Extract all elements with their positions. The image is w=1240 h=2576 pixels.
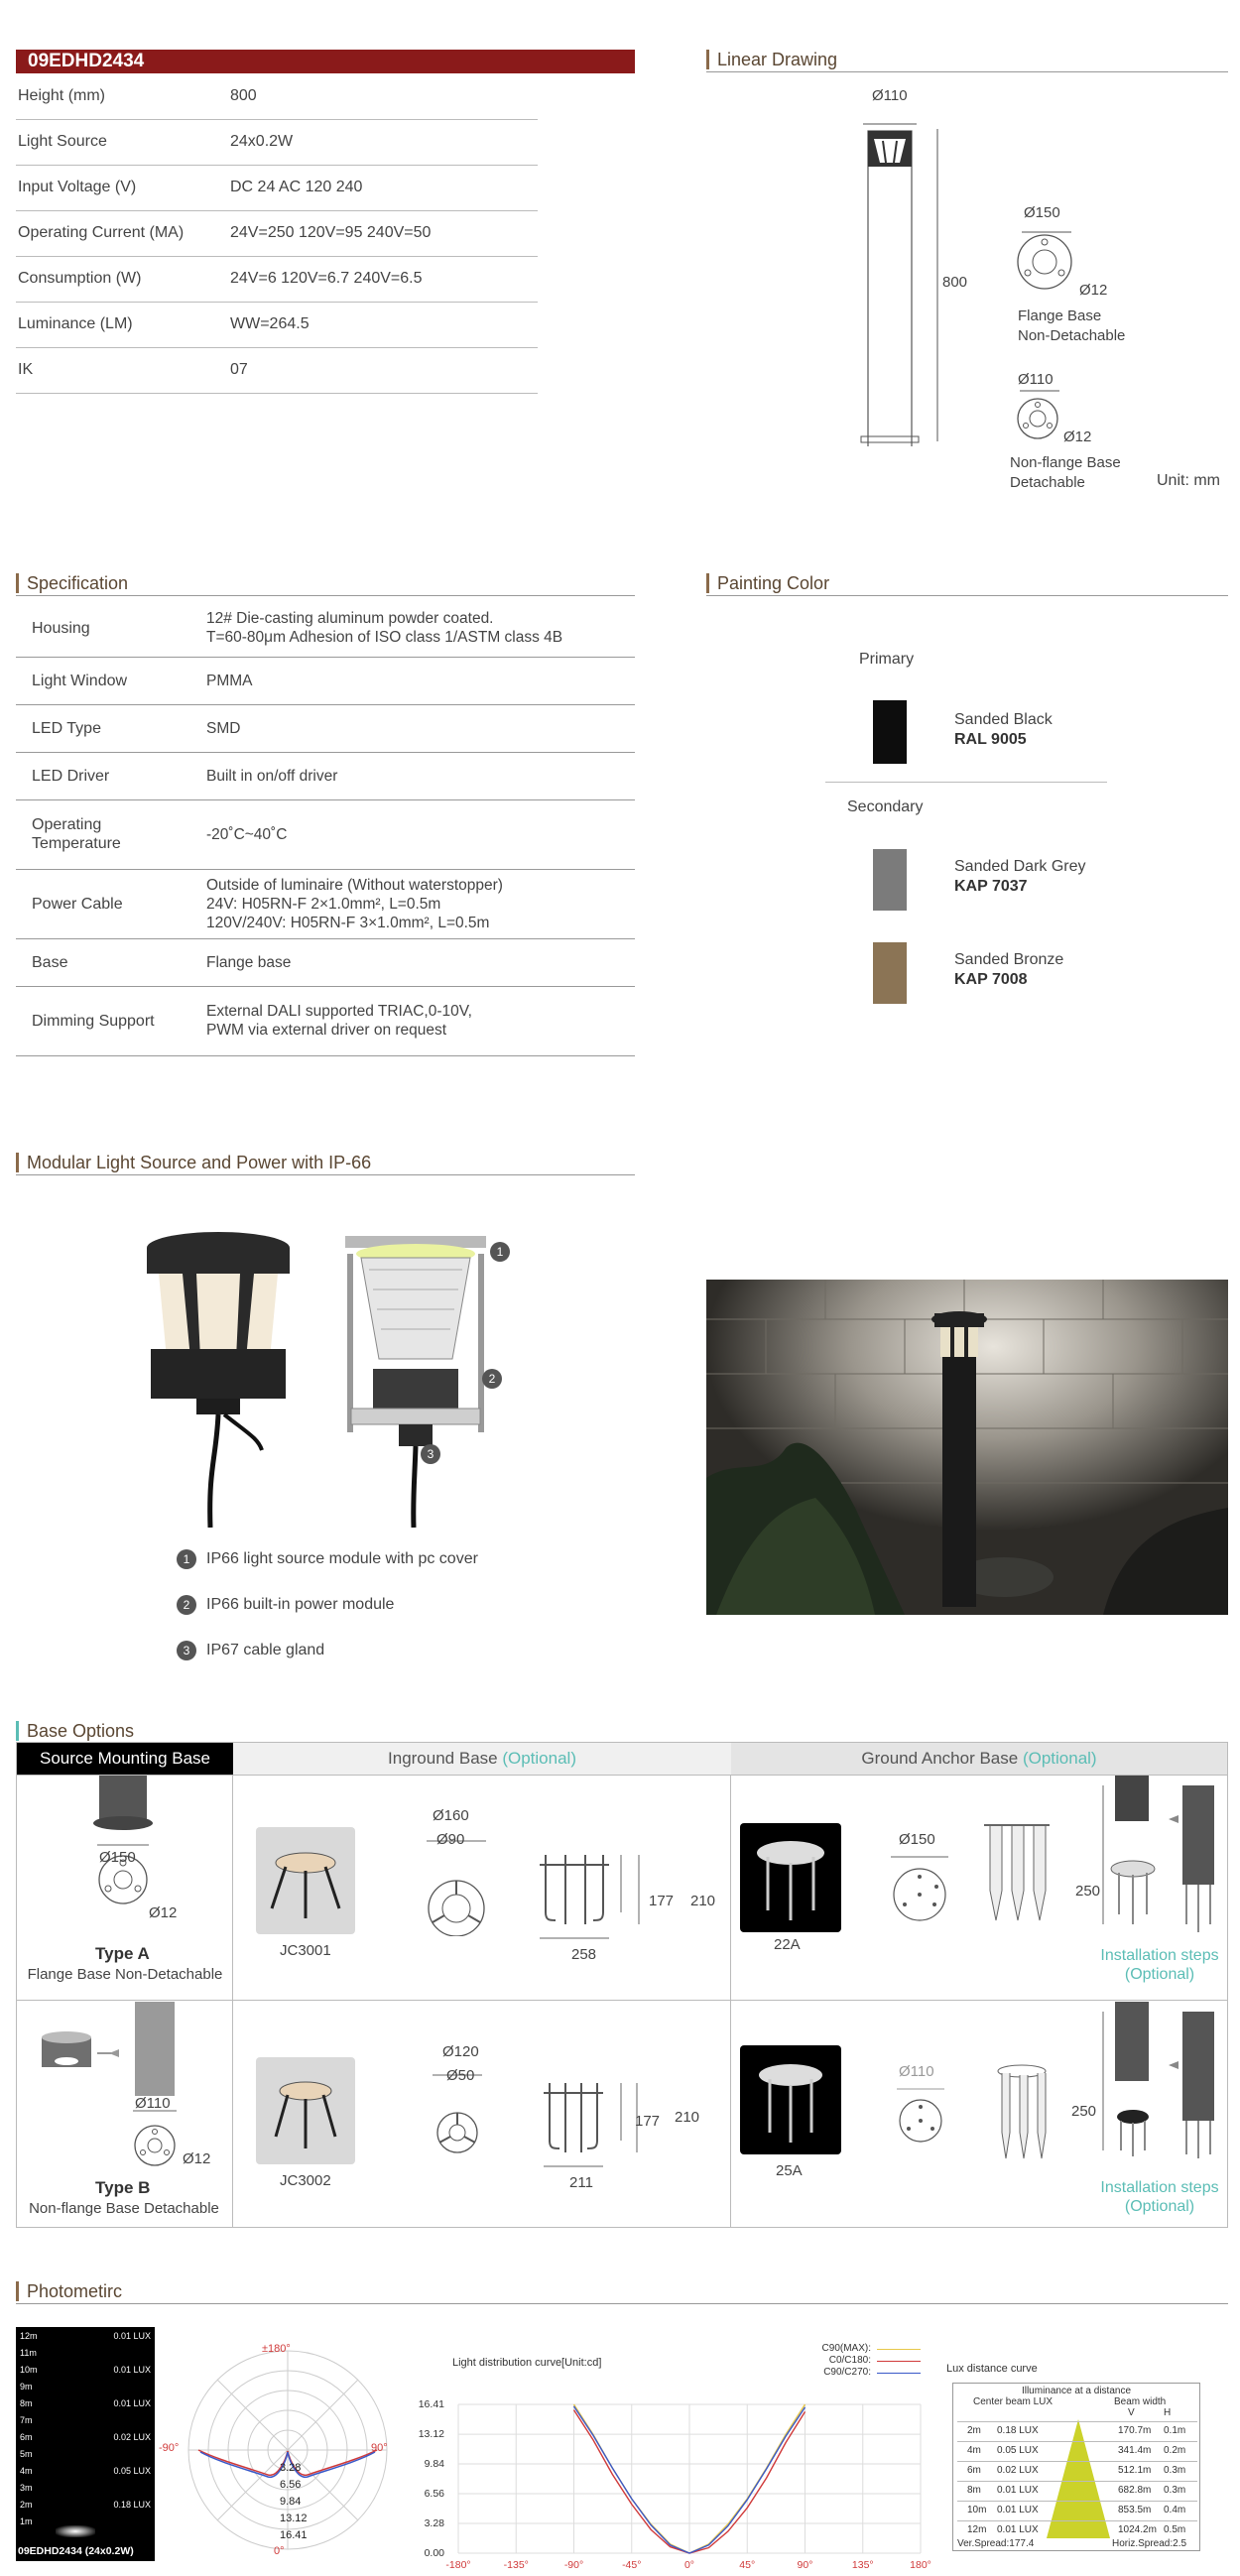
typeB-desc: Non-flange Base Detachable (29, 2200, 219, 2217)
jc3002-top-drawing (423, 2073, 492, 2162)
color-name-bronze: Sanded Bronze KAP 7008 (954, 951, 1064, 988)
nonflange-diameter: Ø110 (1018, 371, 1054, 388)
row-divider (16, 393, 538, 394)
y-tick-label: 6.56 (424, 2488, 444, 2501)
anchor-25a-side (992, 2063, 1052, 2162)
section-title-painting-color: Painting Color (706, 573, 829, 593)
product-row-label: Height (mm) (18, 87, 106, 104)
product-row-label: Light Source (18, 133, 107, 150)
row-divider (16, 210, 538, 211)
lux-table-header: Illuminance at a distance (1021, 2386, 1132, 2396)
spec-row-value: Built in on/off driver (206, 767, 338, 785)
col-head-inground: Inground Base (Optional) (233, 1743, 731, 1775)
row-divider (16, 704, 635, 705)
jc3002-width: 211 (569, 2174, 593, 2191)
lux-distance: 3m (20, 2483, 33, 2493)
section-title-linear-drawing: Linear Drawing (706, 50, 837, 69)
jc3002-d2: Ø50 (446, 2067, 475, 2084)
jc3001-d2: Ø90 (436, 1831, 465, 1848)
anchor-25a-install (1101, 2002, 1226, 2160)
anchor-25a-top (891, 2087, 950, 2147)
typeA-hole: Ø12 (149, 1904, 178, 1921)
legend-text-1: IP66 light source module with pc cover (206, 1550, 478, 1567)
product-row-label: Operating Current (MA) (18, 224, 185, 241)
install-steps-1: Installation steps (Optional) (1100, 1947, 1219, 1983)
spec-row-value: Outside of luminaire (Without waterstopper) 24V: H05RN-F 2×1.0mm², L=0.5m 120V/240V: H05RN-F 3×1.0mm², L=0.5m (206, 876, 503, 931)
lux-table-row: 6m 0.02 LUX 512.1m 0.3m (957, 2461, 1197, 2480)
legend-swatch (877, 2349, 921, 2350)
section-title-modular: Modular Light Source and Power with IP-66 (16, 1153, 371, 1172)
lux-table-row: 2m 0.18 LUX 170.7m 0.1m (957, 2421, 1197, 2440)
lux-col-h: H (1164, 2407, 1172, 2418)
polar-ring-label: 16.41 (280, 2529, 308, 2541)
typeA-drawing (89, 1776, 159, 1904)
y-tick-label: 0.00 (424, 2547, 444, 2559)
section-rule (16, 595, 635, 596)
spec-row-label: Operating Temperature (32, 816, 121, 852)
product-row-value: 800 (230, 87, 257, 104)
flange-hole: Ø12 (1079, 282, 1108, 299)
lux-col-center: Center beam LUX (973, 2396, 1054, 2407)
flange-diameter: Ø150 (1024, 204, 1060, 221)
jc3001-top-drawing (417, 1837, 496, 1936)
anchor-25a-photo (740, 2045, 843, 2154)
x-tick-label: 45° (739, 2559, 756, 2571)
typeA-name: Type A (95, 1944, 150, 1963)
lux-distance: 10m (20, 2365, 38, 2375)
lux-distance: 8m (20, 2398, 33, 2408)
product-row-value: DC 24 AC 120 240 (230, 179, 363, 195)
lux-distance: 5m (20, 2449, 33, 2459)
lux-distance: 7m (20, 2415, 33, 2425)
lux-table (952, 2383, 1200, 2551)
lux-value: 0.18 LUX (113, 2500, 151, 2510)
ver-spread: Ver.Spread:177.4 (957, 2538, 1035, 2549)
anchor-22a-side (982, 1821, 1052, 1930)
polar-diagram (169, 2341, 397, 2559)
section-rule (706, 71, 1228, 72)
anchor-22a-code: 22A (774, 1936, 801, 1953)
y-tick-label: 13.12 (418, 2428, 444, 2441)
row-divider (16, 347, 538, 348)
row-divider (16, 938, 635, 939)
hor-spread: Horiz.Spread:2.5 (1112, 2538, 1187, 2549)
legend-swatch (877, 2361, 921, 2362)
spec-row-value: SMD (206, 719, 241, 737)
typeB-diameter: Ø110 (135, 2095, 171, 2112)
polar-ring-label: 6.56 (280, 2479, 302, 2491)
swatch-sanded-bronze (873, 942, 907, 1004)
section-title-base-options: Base Options (16, 1721, 134, 1741)
legend-text-2: IP66 built-in power module (206, 1596, 395, 1613)
row-divider (16, 1055, 635, 1056)
jc3001-h2: 210 (690, 1893, 716, 1909)
row-divider (16, 165, 538, 166)
row-divider (16, 752, 635, 753)
x-tick-label: -180° (445, 2559, 471, 2571)
anchor-22a-install (1101, 1776, 1226, 1934)
row-divider (16, 986, 635, 987)
light-distribution-chart (444, 2375, 940, 2573)
lux-distance: 4m (20, 2466, 33, 2476)
legend-entry: C90(MAX): (821, 2343, 871, 2354)
anchor-25a-code: 25A (776, 2162, 803, 2179)
typeA-diameter: Ø150 (99, 1849, 136, 1866)
anchor-22a-top (885, 1855, 954, 1924)
spec-row-label: Housing (32, 619, 90, 637)
spec-row-label: LED Type (32, 719, 101, 737)
swatch-sanded-black (873, 700, 907, 764)
typeB-hole: Ø12 (183, 2150, 211, 2167)
spec-row-value: External DALI supported TRIAC,0-10V, PWM via external driver on request (206, 1003, 472, 1039)
jc3001-code: JC3001 (280, 1942, 331, 1959)
spec-row-label: Base (32, 953, 68, 971)
lux-distance: 1m (20, 2516, 33, 2526)
x-tick-label: -45° (622, 2559, 642, 2571)
jc3001-h1: 177 (649, 1893, 675, 1909)
swatch-sanded-dark-grey (873, 849, 907, 911)
section-rule (706, 595, 1228, 596)
legend-entry: C0/C180: (828, 2355, 871, 2366)
install-steps-2: Installation steps (Optional) (1100, 2179, 1219, 2215)
polar-left: -90° (159, 2442, 180, 2454)
primary-label: Primary (859, 651, 915, 668)
top-diameter: Ø110 (872, 87, 908, 104)
section-title-specification: Specification (16, 573, 128, 593)
section-rule (16, 1174, 635, 1175)
polar-ring-label: 13.12 (280, 2513, 308, 2524)
product-row-label: Input Voltage (V) (18, 179, 137, 195)
y-tick-label: 9.84 (424, 2458, 444, 2471)
unit-label: Unit: mm (1157, 472, 1220, 489)
lux-col-v: V (1128, 2407, 1135, 2418)
x-tick-label: 90° (797, 2559, 813, 2571)
product-row-value: WW=264.5 (230, 315, 310, 332)
jc3002-h2: 210 (675, 2109, 700, 2126)
lux-value: 0.01 LUX (113, 2331, 151, 2341)
color-name-black: Sanded Black RAL 9005 (954, 711, 1053, 748)
jc3001-d1: Ø160 (433, 1807, 469, 1824)
lux-distance: 2m (20, 2500, 33, 2510)
secondary-label: Secondary (847, 798, 924, 815)
legend-num-2: 2 (177, 1595, 196, 1615)
lux-table-title: Lux distance curve (946, 2363, 1038, 2375)
spec-row-label: Power Cable (32, 895, 123, 913)
col-head-ground-anchor: Ground Anchor Base (Optional) (731, 1743, 1227, 1775)
product-row-label: IK (18, 361, 34, 378)
row-divider (16, 657, 635, 658)
section-title-photometric: Photometirc (16, 2281, 122, 2301)
y-tick-label: 3.28 (424, 2517, 444, 2530)
row-divider (16, 256, 538, 257)
jc3002-d1: Ø120 (442, 2043, 479, 2060)
anchor-25a-height: 250 (1071, 2103, 1097, 2120)
row-divider (16, 869, 635, 870)
bollard-drawing (853, 119, 952, 446)
spec-row-value: -20˚C~40˚C (206, 825, 288, 843)
polar-ring-label: 3.28 (280, 2462, 302, 2474)
polar-top: ±180° (262, 2343, 291, 2355)
nonflange-label: Non-flange Base (1010, 454, 1121, 471)
product-code: 09EDHD2434 (16, 50, 635, 73)
polar-ring-label: 9.84 (280, 2496, 302, 2508)
anchor-22a-height: 250 (1075, 1883, 1101, 1900)
x-tick-label: -135° (503, 2559, 529, 2571)
anchor-22a-dia: Ø150 (899, 1831, 935, 1848)
typeB-drawing (36, 2002, 185, 2170)
lux-value: 0.01 LUX (113, 2365, 151, 2375)
legend-num-3: 3 (177, 1641, 196, 1660)
lux-distance: 11m (20, 2348, 37, 2358)
module-product-illustration (139, 1230, 526, 1528)
lux-table-row: 10m 0.01 LUX 853.5m 0.4m (957, 2501, 1197, 2519)
product-row-value: 24V=6 120V=6.7 240V=6.5 (230, 270, 423, 287)
legend-entry: C90/C270: (823, 2367, 871, 2378)
lux-table-row: 8m 0.01 LUX 682.8m 0.3m (957, 2481, 1197, 2500)
lux-table-row: 4m 0.05 LUX 341.4m 0.2m (957, 2441, 1197, 2460)
row-divider (16, 302, 538, 303)
lux-value: 0.02 LUX (113, 2432, 151, 2442)
lux-panel-label: 09EDHD2434 (24x0.2W) (18, 2545, 134, 2557)
section-rule (16, 2303, 1228, 2304)
lux-cone-panel (16, 2327, 155, 2561)
product-row-label: Consumption (W) (18, 270, 142, 287)
row-divider (16, 119, 538, 120)
height-dimension: 800 (942, 274, 968, 291)
col-head-source-mounting: Source Mounting Base (17, 1743, 233, 1775)
color-name-dark-grey: Sanded Dark Grey KAP 7037 (954, 858, 1086, 895)
spec-row-label: LED Driver (32, 767, 110, 785)
product-row-value: 24V=250 120V=95 240V=50 (230, 224, 432, 241)
lux-distance: 12m (20, 2331, 38, 2341)
x-tick-label: -90° (563, 2559, 584, 2571)
lux-table-row: 12m 0.01 LUX 1024.2m 0.5m (957, 2520, 1197, 2539)
installation-photo (706, 1280, 1228, 1615)
jc3001-photo (256, 1827, 359, 1936)
flange-label: Flange Base (1018, 307, 1102, 324)
x-tick-label: 0° (683, 2559, 695, 2571)
jc3002-code: JC3002 (280, 2172, 331, 2189)
anchor-22a-photo (740, 1823, 843, 1932)
polar-bottom: 0° (274, 2545, 285, 2557)
nonflange-hole: Ø12 (1063, 429, 1092, 445)
typeA-desc: Flange Base Non-Detachable (27, 1966, 223, 1983)
spec-row-value: 12# Die-casting aluminum powder coated. T=60-80μm Adhesion of ISO class 1/ASTM class 4B (206, 610, 563, 646)
legend-text-3: IP67 cable gland (206, 1642, 325, 1658)
lux-distance: 6m (20, 2432, 33, 2442)
x-tick-label: 180° (910, 2559, 931, 2571)
lux-value: 0.05 LUX (113, 2466, 151, 2476)
spec-row-label: Light Window (32, 672, 128, 689)
product-row-value: 07 (230, 361, 248, 378)
spec-row-label: Dimming Support (32, 1012, 155, 1030)
product-row-value: 24x0.2W (230, 133, 294, 150)
jc3002-h1: 177 (635, 2113, 661, 2130)
y-tick-label: 16.41 (418, 2398, 444, 2410)
spec-row-value: Flange base (206, 953, 292, 971)
jc3002-photo (256, 2057, 359, 2166)
x-tick-label: 135° (851, 2559, 874, 2571)
nonflange-detach-label: Detachable (1010, 474, 1085, 491)
row-divider (16, 799, 635, 800)
lux-distance: 9m (20, 2382, 33, 2392)
spec-row-value: PMMA (206, 672, 253, 689)
jc3001-side-drawing (536, 1851, 645, 1950)
polar-right: 90° (371, 2442, 388, 2454)
lux-col-beam: Beam width (1114, 2396, 1167, 2407)
flange-detach-label: Non-Detachable (1018, 327, 1126, 344)
product-row-label: Luminance (LM) (18, 315, 133, 332)
legend-swatch (877, 2373, 921, 2374)
jc3001-width: 258 (571, 1946, 597, 1963)
lux-value: 0.01 LUX (113, 2398, 151, 2408)
divider (825, 782, 1107, 783)
legend-num-1: 1 (177, 1549, 196, 1569)
typeB-name: Type B (95, 2178, 151, 2197)
anchor-25a-dia: Ø110 (899, 2063, 934, 2080)
chart-title: Light distribution curve[Unit:cd] (452, 2357, 602, 2369)
